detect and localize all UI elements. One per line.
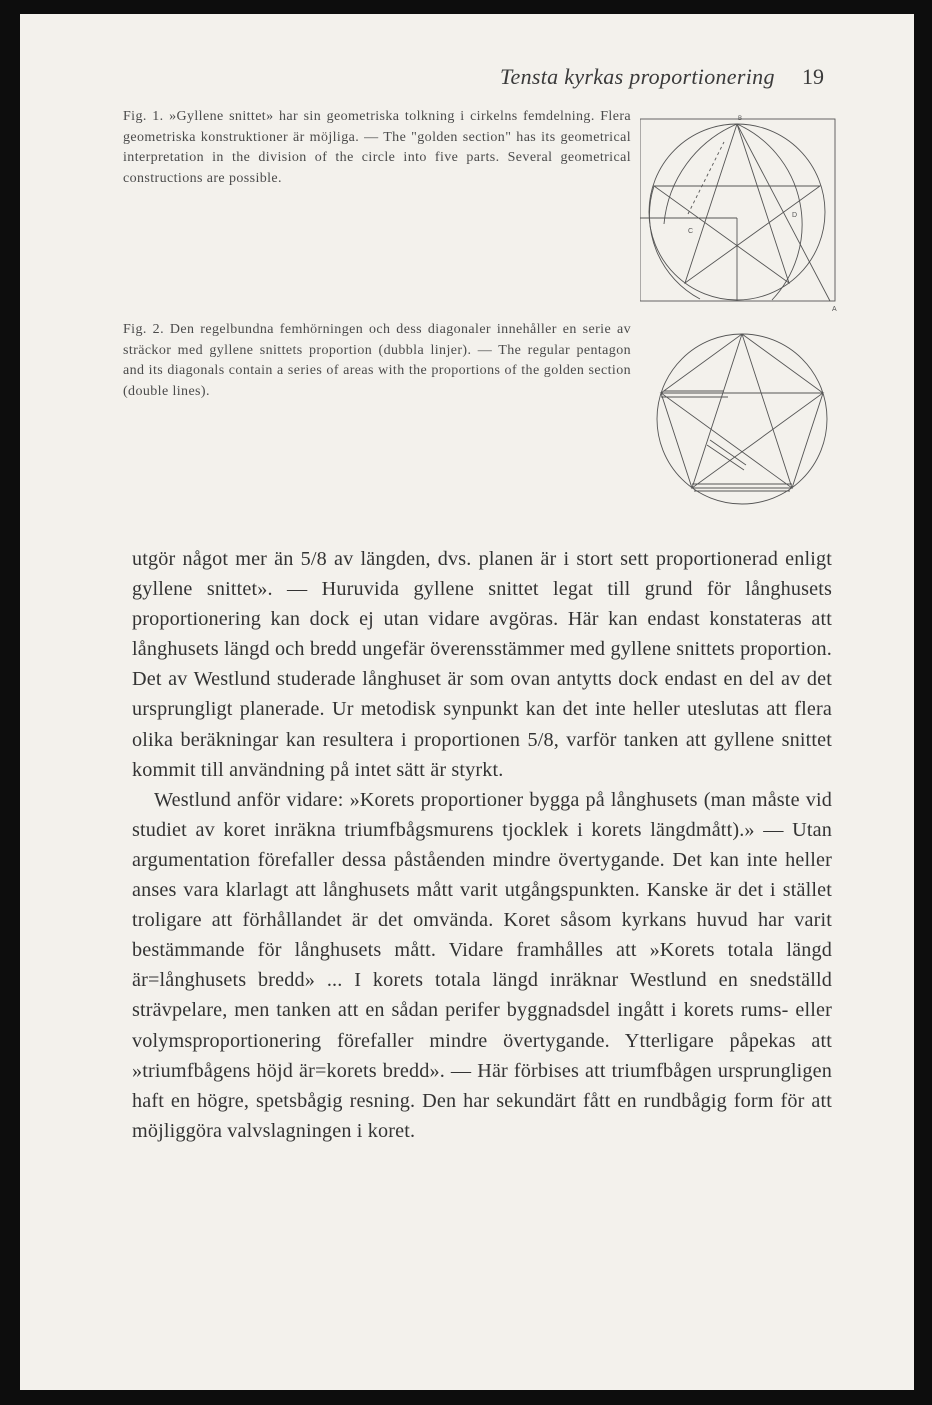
label-b: B xyxy=(738,116,743,122)
label-a: A xyxy=(832,306,837,313)
running-header: Tensta kyrkas proportionering xyxy=(500,64,775,89)
figure-2-caption: Fig. 2. Den regelbundna femhörningen och dess diagonaler innehåller en serie av sträckor med gyllene snittets proportion (dubbla linjer). — The regular pentagon and its diagonals contain a series of areas with the proportions of the golden section (double lines). xyxy=(123,322,631,399)
body-text xyxy=(132,544,832,1146)
figure-1-golden-section-construction xyxy=(640,114,840,314)
book-page xyxy=(20,14,914,1390)
page-number: 19 xyxy=(802,64,824,89)
paragraph: utgör något mer än 5/8 av längden, dvs. planen är i stort sett proportionerad enligt gyllene snittet». — Huruvida gyllene snittet legat till grund för långhusets proportionering kan dock ej utan vidare avgöras. Här kan endast konstateras att långhusets längd och bredd ungefär överensstämmer med gyllene snittets proportion. Det av Westlund studerade långhuset är som ovan antytts dock endast en del av det ursprungligt planerade. Ur metodisk synpunkt kan det inte heller uteslutas att flera olika beräkningar kan resultera i proportionen 5/8, varför tanken att gyllene snittet kommit till användning på intet sätt är styrkt. xyxy=(132,548,832,781)
figure-2-regular-pentagon xyxy=(638,329,846,509)
paragraph: Westlund anför vidare: »Korets proportioner bygga på långhusets (man måste vid studiet av koret inräkna triumfbågsmurens tjocklek i korets längdmått).» — Utan argumentation förefaller dessa påståenden mindre övertygande. Det kan inte heller anses vara klarlagt att långhusets mått varit utgångspunkten. Kanske är det i stället troligare att förhållandet är det omvända. Koret såsom kyrkans huvud har varit bestämmande för långhusets mått. Vidare framhålles att »Korets totala längd är=långhusets bredd» ... I korets totala längd inräknar Westlund en snedställd strävpelare, men tanken att en sådan perifer byggnadsdel ingått i korets rums- eller volymsproportionering förefaller mindre övertygande. Ytterligare påpekas att »triumfbågens höjd är=korets bredd». — Här förbises att triumfbågen ursprungligen haft en högre, spetsbågig resning. Den har sekundärt fått en rundbågig form för att möjliggöra valvslagningen i koret. xyxy=(132,788,832,1142)
label-d: D xyxy=(792,212,798,219)
figure-1-caption: Fig. 1. »Gyllene snittet» har sin geometriska tolkning i cirkelns femdelning. Flera geometriska konstruktioner är möjliga. — The "golden section" has its geometrical interpretation in the division of the circle into five parts. Several geometrical constructions are possible. xyxy=(123,109,631,186)
label-c: C xyxy=(688,228,694,235)
